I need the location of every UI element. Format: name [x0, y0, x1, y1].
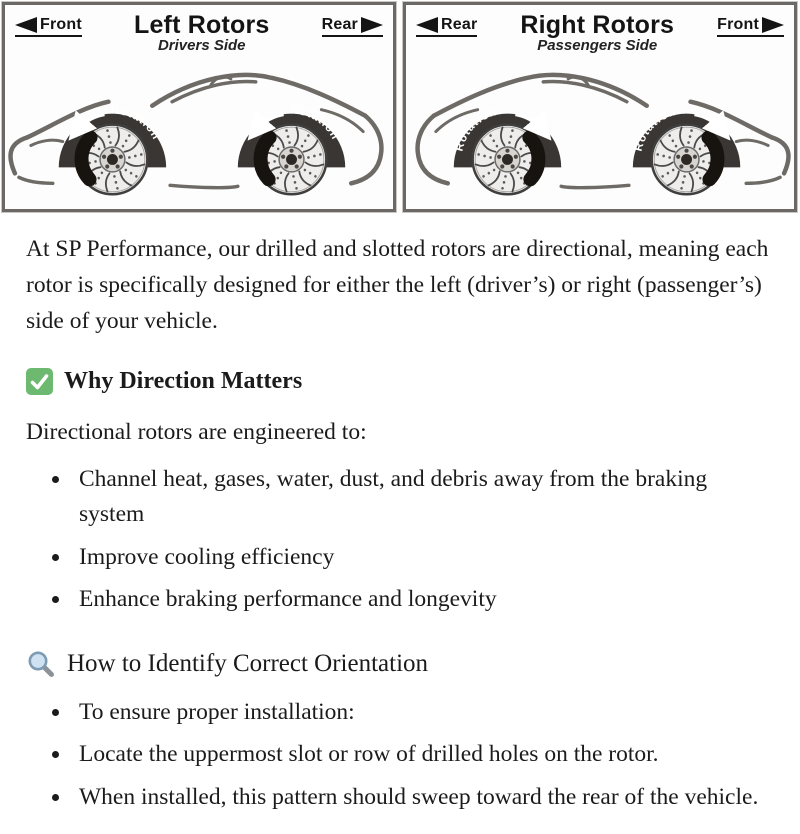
car-illustration-right-side	[406, 52, 794, 209]
section-heading-text: How to Identify Correct Orientation	[67, 650, 429, 678]
direction-indicator-rear	[322, 16, 383, 37]
right-arrow-icon	[361, 17, 383, 33]
section-heading-identify-orientation	[26, 649, 774, 679]
right-arrow-icon	[762, 17, 784, 33]
panel-right-rotors	[403, 2, 797, 212]
direction-label: Front	[717, 16, 759, 33]
rotation-label: Rotation	[110, 104, 163, 143]
list-item: • Enhance braking performance and longevity	[72, 582, 761, 617]
list-item: • To ensure proper installation:	[72, 695, 761, 730]
check-mark-icon	[26, 368, 53, 395]
section-heading-text: Why Direction Matters	[64, 368, 303, 395]
article-body	[2, 212, 798, 832]
list-item: • Channel heat, gases, water, dust, and debris away from the braking system	[72, 462, 761, 533]
panel-subtitle: Drivers Side	[157, 37, 246, 55]
benefits-list	[26, 462, 774, 617]
direction-label: Front	[40, 16, 82, 33]
left-arrow-icon	[416, 17, 438, 33]
direction-indicator-rear	[416, 16, 477, 37]
panel-left-rotors	[2, 2, 396, 212]
rotation-label: Rotation	[632, 105, 678, 153]
orientation-steps-list	[26, 695, 774, 815]
rotation-label: Rotation	[453, 105, 499, 153]
direction-label: Rear	[321, 16, 358, 33]
panel-titles	[134, 12, 270, 54]
left-arrow-icon	[15, 17, 37, 33]
direction-indicator-front	[717, 16, 784, 37]
panel-title: Right Rotors	[520, 11, 675, 39]
intro-paragraph: At SP Performance, our drilled and slotted rotors are directional, meaning each rotor is specifically designed for either the left (driver’s) or right (passenger’s) side of your vehicle.	[26, 236, 769, 335]
direction-indicator-front	[15, 16, 82, 37]
list-item: • Locate the uppermost slot or row of drilled holes on the rotor.	[72, 737, 761, 772]
magnifying-glass-icon	[26, 649, 56, 679]
list-item: • Improve cooling efficiency	[72, 540, 761, 575]
direction-label: Rear	[441, 16, 478, 33]
panel-title: Left Rotors	[133, 11, 270, 39]
panel-header	[406, 5, 794, 54]
rotation-label: Rotation	[289, 104, 342, 143]
panel-header	[5, 5, 393, 54]
panel-subtitle: Passengers Side	[537, 37, 658, 55]
list-item: • When installed, this pattern should sweep toward the rear of the vehicle.	[72, 780, 761, 815]
section-heading-why-direction-matters	[26, 368, 774, 395]
rotor-direction-diagram	[2, 2, 798, 212]
panel-titles	[520, 12, 674, 54]
car-illustration-left-side	[5, 52, 393, 209]
section-lead-text: Directional rotors are engineered to:	[26, 419, 367, 446]
